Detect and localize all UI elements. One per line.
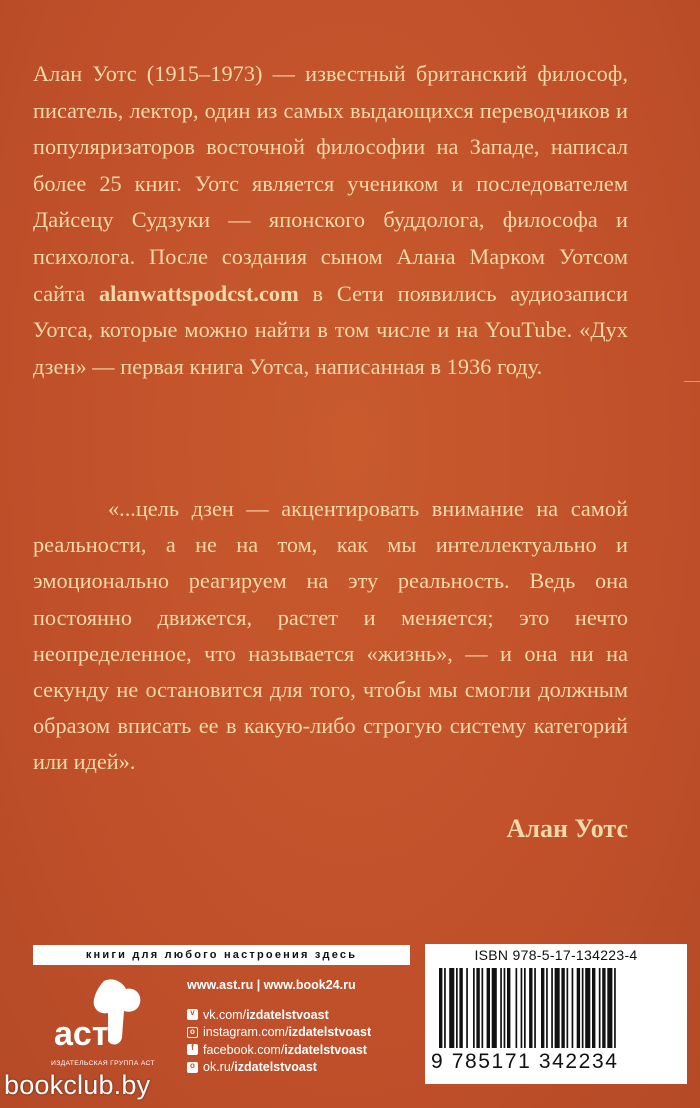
barcode-bar	[439, 968, 442, 1048]
barcode-bar	[473, 968, 475, 1048]
ok-handle: izdatelstvoast	[234, 1060, 317, 1075]
barcode-bar	[546, 968, 548, 1048]
barcode-bar	[444, 968, 446, 1048]
isbn-text: ISBN 978-5-17-134223-4	[474, 947, 638, 963]
barcode-bar	[516, 968, 518, 1048]
barcode-bar	[534, 968, 536, 1048]
barcode-bar	[582, 968, 584, 1048]
bio-website: alanwattspodcst.com	[98, 280, 299, 306]
ast-logo	[42, 975, 162, 1070]
publisher-caption: ИЗДАТЕЛЬСКАЯ ГРУППА АСТ	[51, 1060, 155, 1067]
facebook-icon: f	[187, 1044, 198, 1055]
quote-author: Алан Уотс	[506, 814, 628, 843]
barcode-bar	[572, 968, 574, 1048]
facebook-handle: izdatelstvoast	[284, 1042, 367, 1057]
vk-icon: v	[187, 1009, 198, 1020]
barcode-bars	[439, 968, 673, 1054]
barcode-bar	[456, 968, 458, 1048]
barcode-bar	[541, 968, 544, 1048]
ok-link[interactable]	[187, 1059, 371, 1077]
barcode-bar	[577, 968, 580, 1048]
barcode-bar	[466, 968, 468, 1048]
instagram-icon: o	[187, 1027, 198, 1038]
instagram-link[interactable]	[187, 1024, 371, 1042]
vk-handle: izdatelstvoast	[246, 1007, 329, 1022]
facebook-prefix: facebook.com/	[203, 1042, 285, 1057]
barcode-bar	[504, 968, 506, 1048]
vk-link[interactable]	[187, 1006, 371, 1024]
barcode-bar	[476, 968, 479, 1048]
barcode-bar	[507, 968, 510, 1048]
ok-icon: o	[187, 1062, 198, 1073]
barcode-bar	[500, 968, 502, 1048]
instagram-prefix: instagram.com/	[203, 1025, 289, 1040]
barcode-bar	[585, 968, 590, 1048]
book-quote: «...цель дзен — акцентировать внимание на самой реальности, а не на том, как мы интеллектуально и эмоционально реагируем на эту реальность. Ведь она постоянно движется, растет и меняется; это нечто неопределенное, что называется «жизнь», — и она ни на секунду не остановится для того, чтобы мы смогли должным образом вписать ее в какую-либо строгую систему категорий или идей».	[33, 496, 628, 775]
barcode-bar	[555, 968, 560, 1048]
barcode-bar	[614, 968, 616, 1048]
edge-mark	[684, 381, 700, 382]
barcode-bar	[592, 968, 595, 1048]
barcode-bar	[599, 968, 601, 1048]
barcode-bar	[492, 968, 497, 1048]
barcode-bar	[607, 968, 612, 1048]
barcode-bar	[561, 968, 564, 1048]
watermark: bookclub.by	[4, 1070, 151, 1100]
website-links[interactable]: www.ast.ru | www.book24.ru	[187, 978, 356, 992]
slogan-banner: книги для любого настроения здесь	[33, 945, 410, 965]
barcode-bar	[567, 968, 569, 1048]
vk-prefix: vk.com/	[203, 1007, 247, 1022]
ok-prefix: ok.ru/	[203, 1060, 235, 1075]
bio-text-2: в Сети появились аудиозаписи Уотса, которые можно найти в том числе и на YouTube. «Дух дзен» — первая книга Уотса, написанная в 1936 году.	[33, 280, 628, 379]
barcode-bar	[602, 968, 605, 1048]
barcode-digits: 9 785171 342234	[431, 1050, 619, 1073]
barcode-bar	[529, 968, 532, 1048]
barcode-bar	[551, 968, 553, 1048]
barcode-box	[425, 944, 687, 1084]
instagram-handle: izdatelstvoast	[288, 1025, 372, 1040]
ast-logo-text: аст	[54, 1015, 109, 1053]
barcode-bar	[482, 968, 484, 1048]
barcode-bar	[521, 968, 523, 1048]
publisher-links	[187, 978, 371, 1076]
barcode-bar	[459, 968, 462, 1048]
facebook-link[interactable]	[187, 1041, 371, 1059]
barcode-bar	[524, 968, 526, 1048]
barcode-bar	[487, 968, 490, 1048]
bio-text-1: Алан Уотс (1915–1973) — известный британский философ, писатель, лектор, один из самых выдающихся переводчиков и популяризаторов восточной философии на Западе, написал более 25 книг. Уотс является учеником и последователем Дайсецу Судзуки — японского буддолога, философа и психолога. После создания сыном Алана Марком Уотсом сайта	[33, 61, 628, 306]
author-bio	[33, 56, 628, 385]
barcode-bar	[449, 968, 454, 1048]
